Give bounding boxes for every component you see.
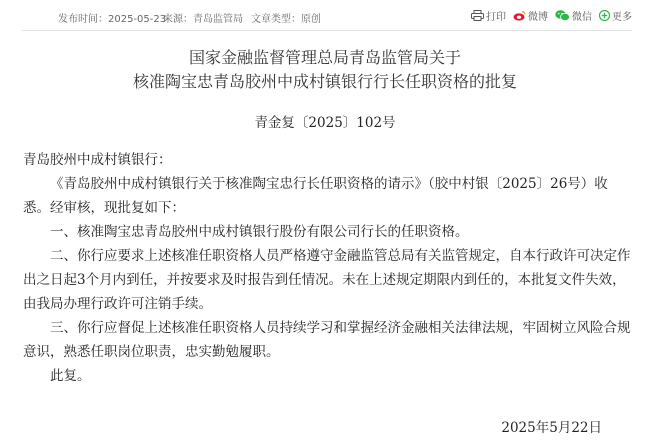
print-button[interactable] — [471, 8, 506, 23]
paragraph-item-2: 二、你行应要求上述核准任职资格人员严格遵守金融监管总局有关监管规定，自本行政许可决定作出之日起3个月内到任，并按要求及时报告到任情况。未在上述规定期限内到任的，本批复文件失效，由我局办理行政许可注销手续。 — [23, 248, 631, 312]
more-icon — [599, 10, 610, 21]
publish-time: 发布时间：2025-05-23 — [58, 14, 167, 25]
document-number: 青金复〔2025〕102号 — [254, 115, 396, 131]
source: 来源：青岛监管局 — [163, 14, 243, 25]
share-toolbar — [464, 8, 632, 23]
page-title-line-1: 国家金融监督管理总局青岛监管局关于 — [188, 48, 461, 67]
weibo-icon — [513, 10, 526, 21]
article-meta-bar — [22, 0, 632, 31]
print-icon — [471, 10, 484, 21]
paragraph-request: 《青岛胶州中成村镇银行关于核准陶宝忠行长任职资格的请示》（胶中村银〔2025〕26号）收悉。经审核，现批复如下： — [23, 176, 608, 216]
more-label: 更多 — [612, 12, 632, 23]
weibo-share-button[interactable] — [513, 8, 548, 23]
wechat-label: 微信 — [572, 12, 592, 23]
paragraph-item-3: 三、你行应督促上述核准任职资格人员持续学习和掌握经济金融相关法律法规，牢固树立风险合规意识，熟悉任职岗位职责，忠实勤勉履职。 — [23, 320, 631, 360]
document-body — [23, 148, 633, 388]
wechat-icon — [555, 10, 570, 21]
more-share-button[interactable] — [599, 8, 632, 23]
print-label: 打印 — [486, 12, 506, 23]
weibo-label: 微博 — [528, 12, 548, 23]
issue-date: 2025年5月22日 — [501, 420, 602, 436]
article-type: 文章类型：原创 — [251, 14, 321, 25]
paragraph-item-1: 一、核准陶宝忠青岛胶州中成村镇银行股份有限公司行长的任职资格。 — [50, 224, 469, 240]
page-title-line-2: 核准陶宝忠青岛胶州中成村镇银行行长任职资格的批复 — [132, 72, 517, 91]
closing: 此复。 — [50, 368, 91, 384]
wechat-share-button[interactable] — [555, 8, 592, 23]
salutation: 青岛胶州中成村镇银行： — [23, 152, 172, 168]
